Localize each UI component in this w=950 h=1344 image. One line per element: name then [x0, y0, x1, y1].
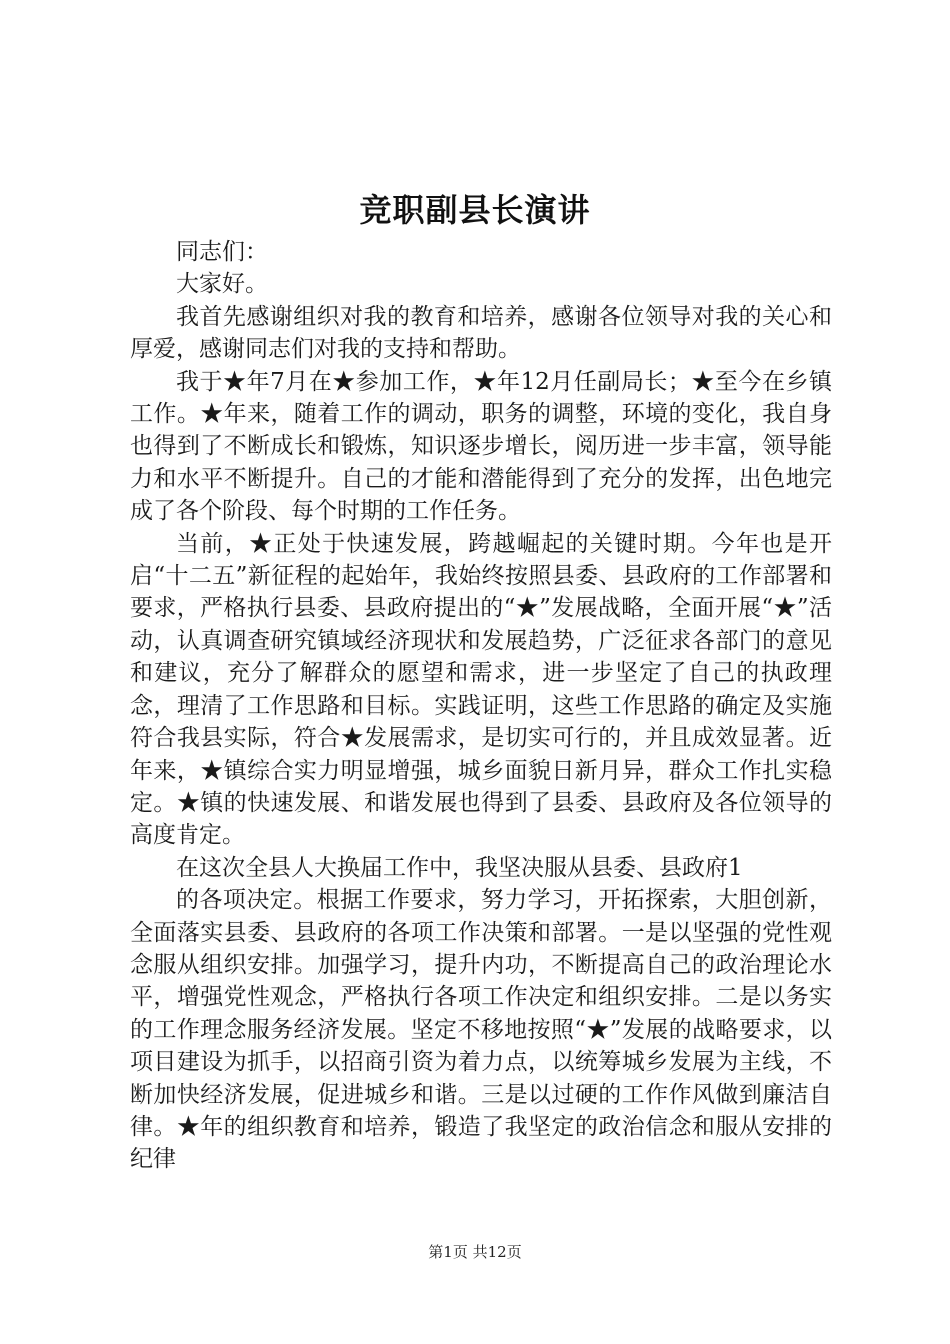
greeting-paragraph: 同志们： [176, 239, 268, 265]
document-title: 竞职副县长演讲 [359, 191, 591, 229]
body-paragraph: 我于★年7月在★参加工作，★年12月任副局长；★至今在乡镇工作。★年来，随着工作的调动，职务的调整，环境的变化，我自身也得到了不断成长和锻炼，知识逐步增长，阅历进一步丰富，领导能力和水平不断提升。自己的才能和潜能得到了充分的发挥，出色地完成了各个阶段、每个时期的工作任务。 [130, 368, 832, 525]
body-paragraph: 在这次全县人大换届工作中，我坚决服从县委、县政府1 [176, 854, 743, 881]
page-number-footer: 第1页 共12页 [428, 1243, 522, 1261]
body-paragraph: 我首先感谢组织对我的教育和培养，感谢各位领导对我的关心和厚爱，感谢同志们对我的支持和帮助。 [130, 303, 832, 363]
body-paragraph: 的各项决定。根据工作要求，努力学习，开拓探索，大胆创新，全面落实县委、县政府的各项工作决策和部署。一是以坚强的党性观念服从组织安排。加强学习，提升内功，不断提高自己的政治理论水平，增强党性观念，严格执行各项工作决定和组织安排。二是以务实的工作理念服务经济发展。坚定不移地按照“★”发展的战略要求，以项目建设为抓手，以招商引资为着力点，以统筹城乡发展为主线，不断加快经济发展，促进城乡和谐。三是以过硬的工作作风做到廉洁自律。★年的组织教育和培养，锻造了我坚定的政治信念和服从安排的纪律 [130, 887, 832, 1173]
salutation-paragraph: 大家好。 [176, 271, 268, 298]
body-paragraph: 当前，★正处于快速发展，跨越崛起的关键时期。今年也是开启“十二五”新征程的起始年，我始终按照县委、县政府的工作部署和要求，严格执行县委、县政府提出的“★”发展战略，全面开展“★”活动，认真调查研究镇域经济现状和发展趋势，广泛征求各部门的意见和建议，充分了解群众的愿望和需求，进一步坚定了自己的执政理念，理清了工作思路和目标。实践证明，这些工作思路的确定及实施符合我县实际，符合★发展需求，是切实可行的，并且成效显著。近年来，★镇综合实力明显增强，城乡面貌日新月异，群众工作扎实稳定。★镇的快速发展、和谐发展也得到了县委、县政府及各位领导的高度肯定。 [130, 530, 832, 849]
document-body [130, 236, 832, 1176]
